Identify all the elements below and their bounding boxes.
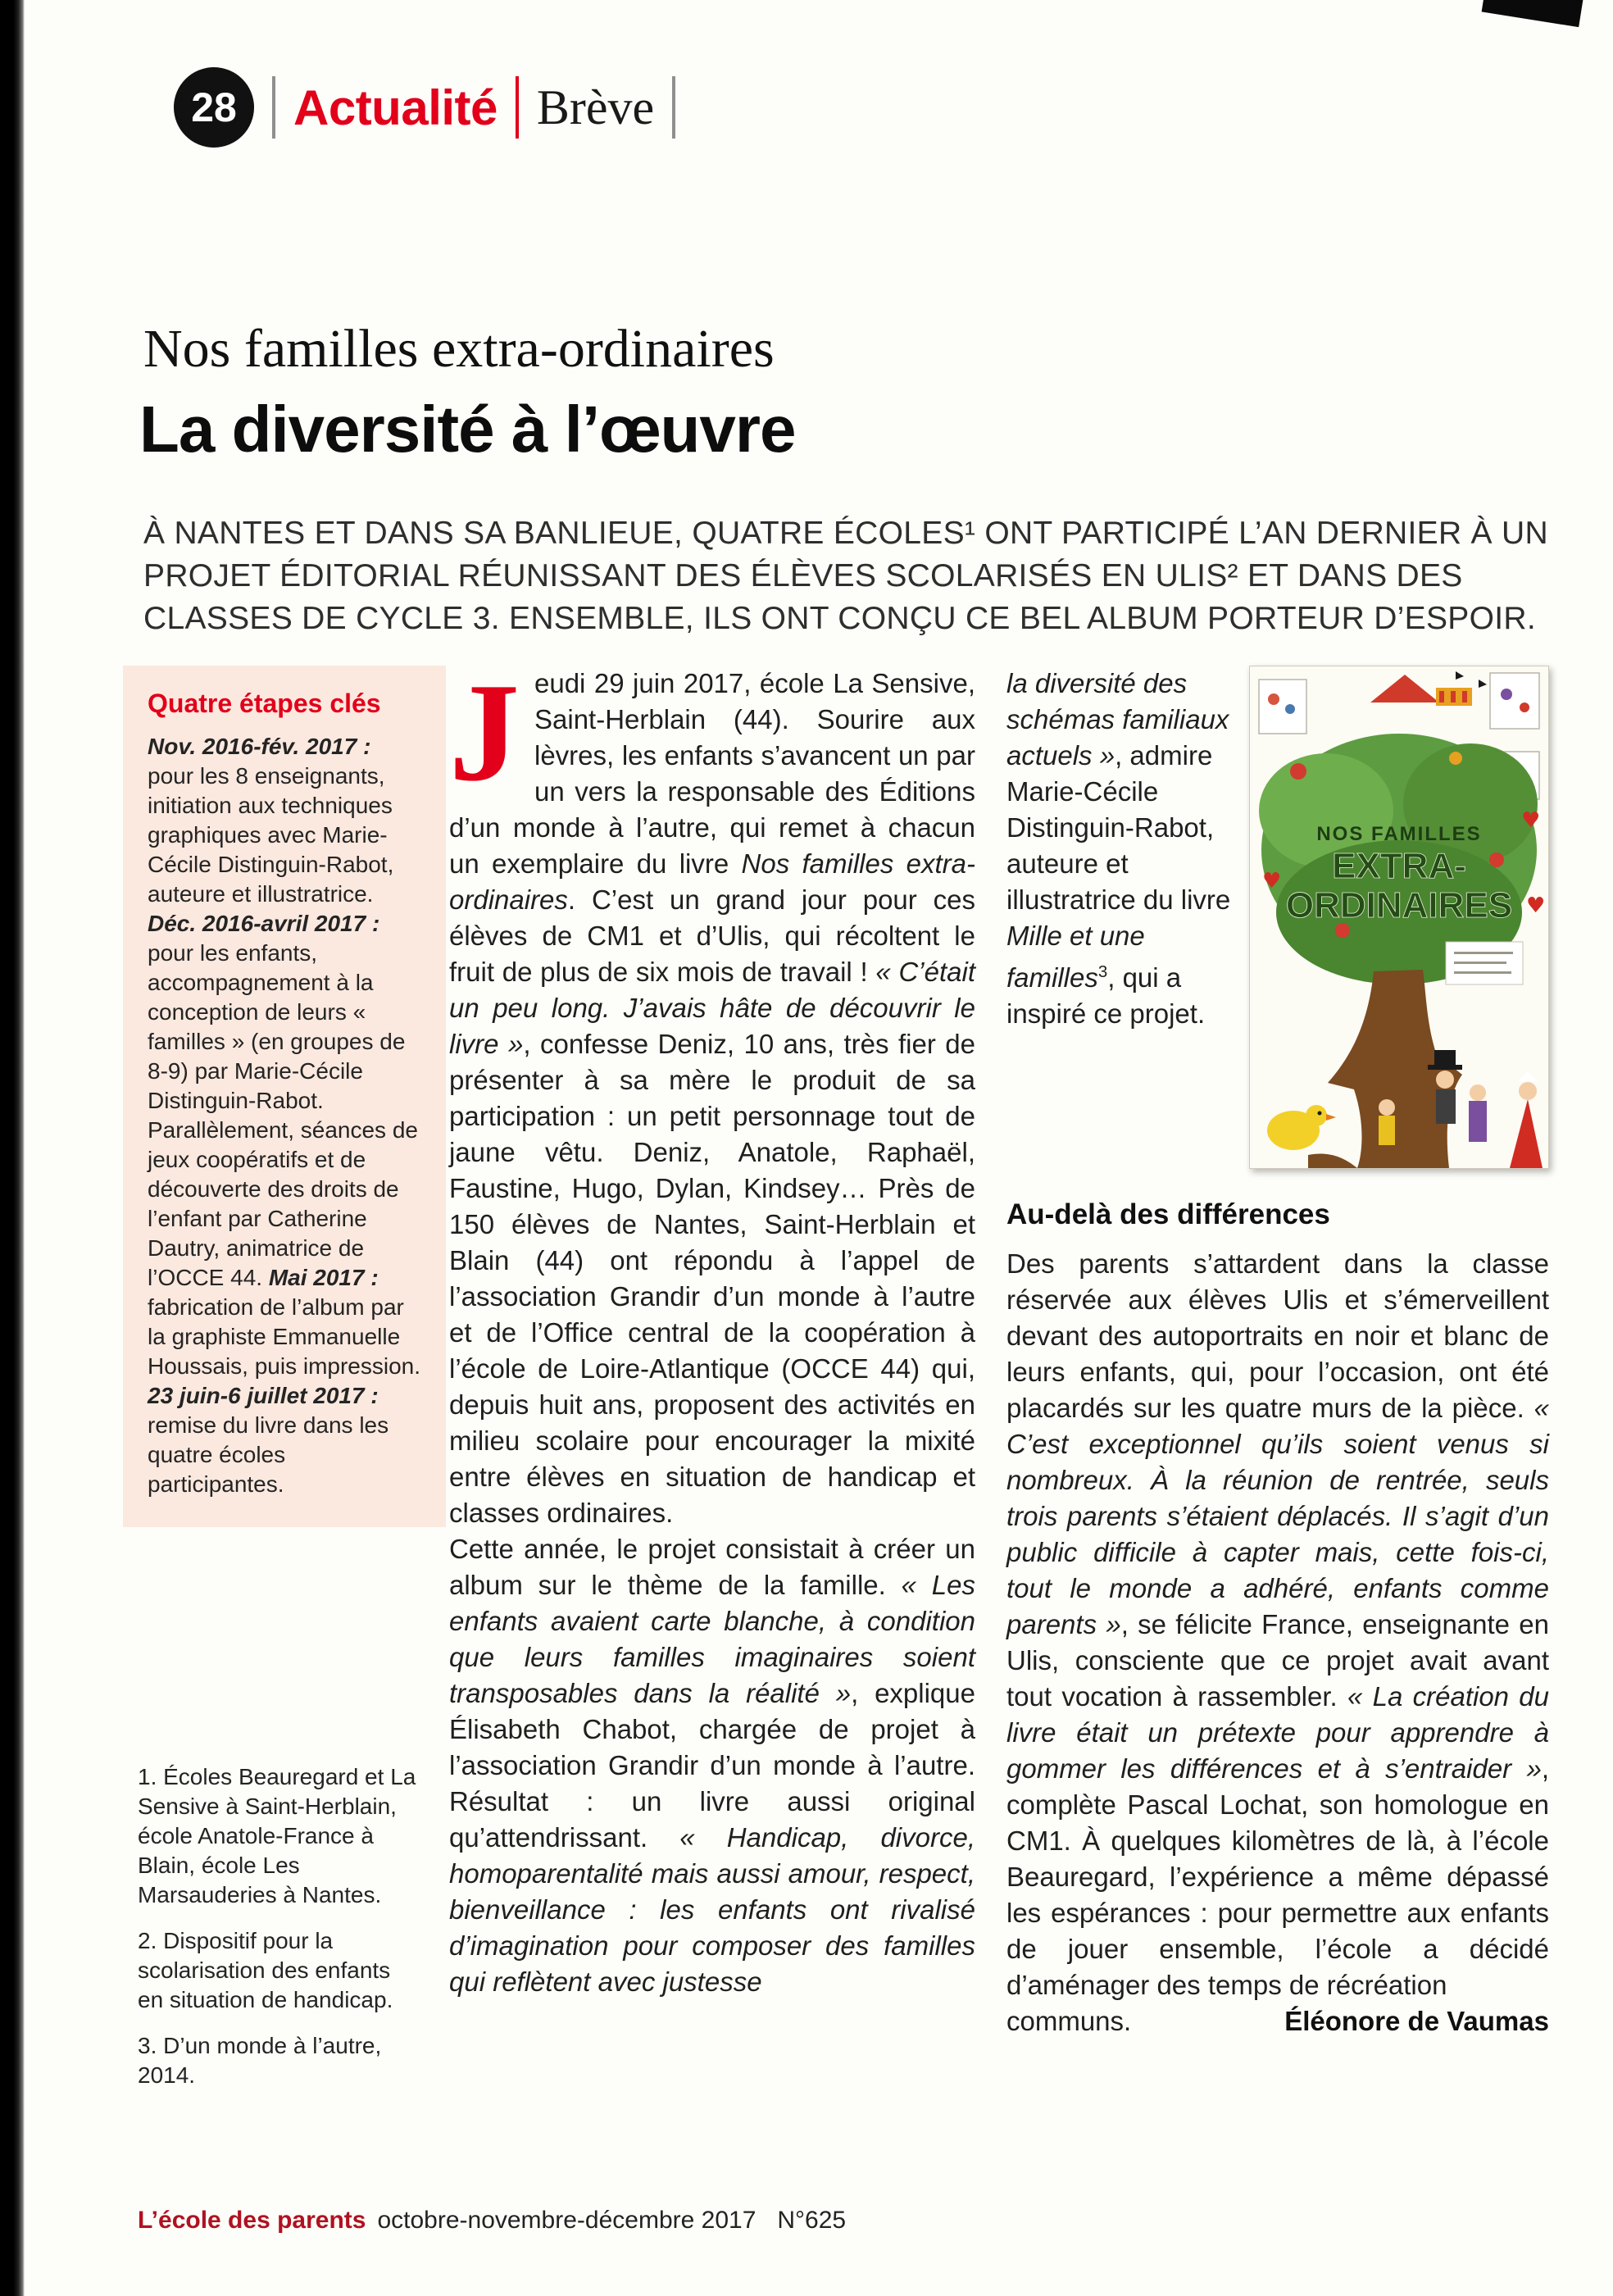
cover-title-line2: ORDINAIRES <box>1285 885 1513 925</box>
header-divider-red <box>516 76 519 139</box>
paragraph-2: Cette année, le projet consistait à créer un album sur le thème de la famille. « Les enfants avaient carte blanche, à condition que leurs familles imaginaires soient transposables dans la réalité », explique Élisabeth Chabot, chargée de projet à l’association Grandir d’un monde à l’autre. Résultat : un livre aussi original qu’attendrissant. « Handicap, divorce, homoparentalité mais aussi amour, respect, bienveillance : les enfants ont rivalisé d’imagination pour composer des familles qui reflètent avec justesse <box>449 1534 975 1997</box>
sidebar-title: Quatre étapes clés <box>148 689 381 718</box>
magazine-name: L’école des parents <box>138 2207 366 2234</box>
scan-edge <box>0 0 25 2296</box>
book-cover <box>1249 666 1549 1169</box>
book-cover-illustration <box>1250 666 1548 1168</box>
svg-text:♥: ♥ <box>1521 808 1541 833</box>
footnotes <box>138 1762 416 2107</box>
drop-cap: J <box>449 655 520 811</box>
issue-date: octobre-novembre-décembre 2017 <box>377 2207 757 2234</box>
scan-mark <box>1482 0 1584 27</box>
sidebar-box <box>123 666 446 1527</box>
paragraph-wrap-text: la diversité des schémas familiaux actuels », admire Marie-Cécile Distinguin-Rabot, auteure et illustratrice du livre Mille et une familles$^3$, qui a inspiré ce projet. <box>1006 668 1231 1029</box>
issue-number: N°625 <box>777 2207 847 2234</box>
purple-figure <box>1469 1084 1487 1142</box>
article-column-right <box>1006 666 1549 2039</box>
svg-text:♥: ♥ <box>1262 869 1282 893</box>
standfirst: À NANTES ET DANS SA BANLIEUE, QUATRE ÉCOLES¹ ONT PARTICIPÉ L’AN DERNIER À UN PROJET ÉDITORIAL RÉUNISSANT DES ÉLÈVES SCOLARISÉS EN ULIS² ET DANS DES CLASSES DE CYCLE 3. ENSEMBLE, ILS ONT CONÇU CE BEL ALBUM PORTEUR D’ESPOIR. <box>143 516 1548 636</box>
paragraph-1-text: eudi 29 juin 2017, école La Sensive, Saint-Herblain (44). Sourire aux lèvres, les enfants s’avancent un par un vers la responsable des Éditions d’un monde à l’autre, qui remet à chacun un exemplaire du livre Nos familles extra-ordinaires. C’est un grand jour pour ces élèves de CM1 et d’Ulis, qui récoltent le fruit de plus de six mois de travail ! « C’était un peu long. J’avais hâte de découvrir le livre », confesse Deniz, 10 ans, très fier de présenter à sa mère le produit de sa participation : un petit personnage tout de jaune vêtu. Deniz, Anatole, Raphaël, Faustine, Hugo, Dylan, Kindsey… Près de 150 élèves de Nantes, Saint-Herblain et Blain (44) ont répondu à l’appel de l’association Grandir d’un monde à l’autre et de l’Office central de la coopération à l’école de Loire-Atlantique (OCCE 44) qui, depuis huit ans, proposent des activités en milieu scolaire pour encourager la mixité entre élèves en situation de handicap et classes ordinaires. <box>449 668 976 1528</box>
article-title: La diversité à l’œuvre <box>139 393 796 466</box>
closing-line <box>1006 2003 1549 2039</box>
article-column-middle <box>449 655 976 2000</box>
header-divider <box>672 76 675 139</box>
page-footer <box>138 2207 846 2235</box>
cover-title-small: NOS FAMILLES <box>1316 823 1482 845</box>
page-number-badge <box>174 67 254 148</box>
paragraph-3: Des parents s’attardent dans la classe réservée aux élèves Ulis et s’émerveillent devant des autoportraits en noir et blanc de leurs enfants, qui, pour l’occasion, ont été placardés sur les quatre murs de la pièce. « C’est exceptionnel qu’ils soient venus si nombreux. À la réunion de rentrée, seuls trois parents s’étaient déplacés. Il s’agit d’un public difficile à capter mais, cette fois-ci, tout le monde a adhéré, enfants comme parents », se félicite France, enseignante en Ulis, consciente que ce projet avait avant tout vocation à rassembler. « La création du livre était un prétexte pour apprendre à gommer les différences et à s’entraider », complète Pascal Lochat, son homologue en CM1. À quelques kilomètres de là, à l’école Beauregard, l’expérience a même dépassé les espérances : pour permettre aux enfants de jouer ensemble, l’école a décidé d’aménager des temps de récréation <box>1006 1248 1550 2000</box>
header-divider <box>272 76 275 139</box>
closing-word: communs. <box>1006 2006 1132 2036</box>
subsection-label: Brève <box>536 80 655 134</box>
svg-text:♥: ♥ <box>1526 893 1546 918</box>
footnote-3: 3. D’un monde à l’autre, 2014. <box>138 2033 382 2088</box>
cover-title-line1: EXTRA- <box>1332 846 1466 886</box>
sidebar-body: Nov. 2016-fév. 2017 : pour les 8 enseignants, initiation aux techniques graphiques avec Marie-Cécile Distinguin-Rabot, auteure et illustratrice. Déc. 2016-avril 2017 : pour les enfants, accompagnement à la conception de leurs « familles » (en groupes de 8-9) par Marie-Cécile Distinguin-Rabot. Parallèlement, séances de jeux coopératifs et de découverte des droits de l’enfant par Catherine Dautry, animatrice de l’OCCE 44. Mai 2017 : fabrication de l’album par la graphiste Emmanuelle Houssais, puis impression. 23 juin-6 juillet 2017 : remise du livre dans les quatre écoles participantes. <box>148 734 421 1497</box>
paragraph-1 <box>449 655 976 1531</box>
cover-author-panel <box>1446 942 1523 984</box>
page-header <box>174 67 693 148</box>
article-kicker: Nos familles extra-ordinaires <box>143 319 775 379</box>
section-subhead: Au-delà des différences <box>1006 1198 1330 1230</box>
byline: Éléonore de Vaumas <box>1284 2006 1549 2036</box>
footnote-1: 1. Écoles Beauregard et La Sensive à Saint-Herblain, école Anatole-France à Blain, école Les Marsauderies à Nantes. <box>138 1764 416 1907</box>
page-number: 28 <box>191 84 237 130</box>
section-label: Actualité <box>293 80 498 135</box>
cover-wrap-row <box>1006 666 1549 1169</box>
footnote-2: 2. Dispositif pour la scolarisation des enfants en situation de handicap. <box>138 1928 393 2012</box>
yellow-child-figure <box>1379 1099 1395 1145</box>
